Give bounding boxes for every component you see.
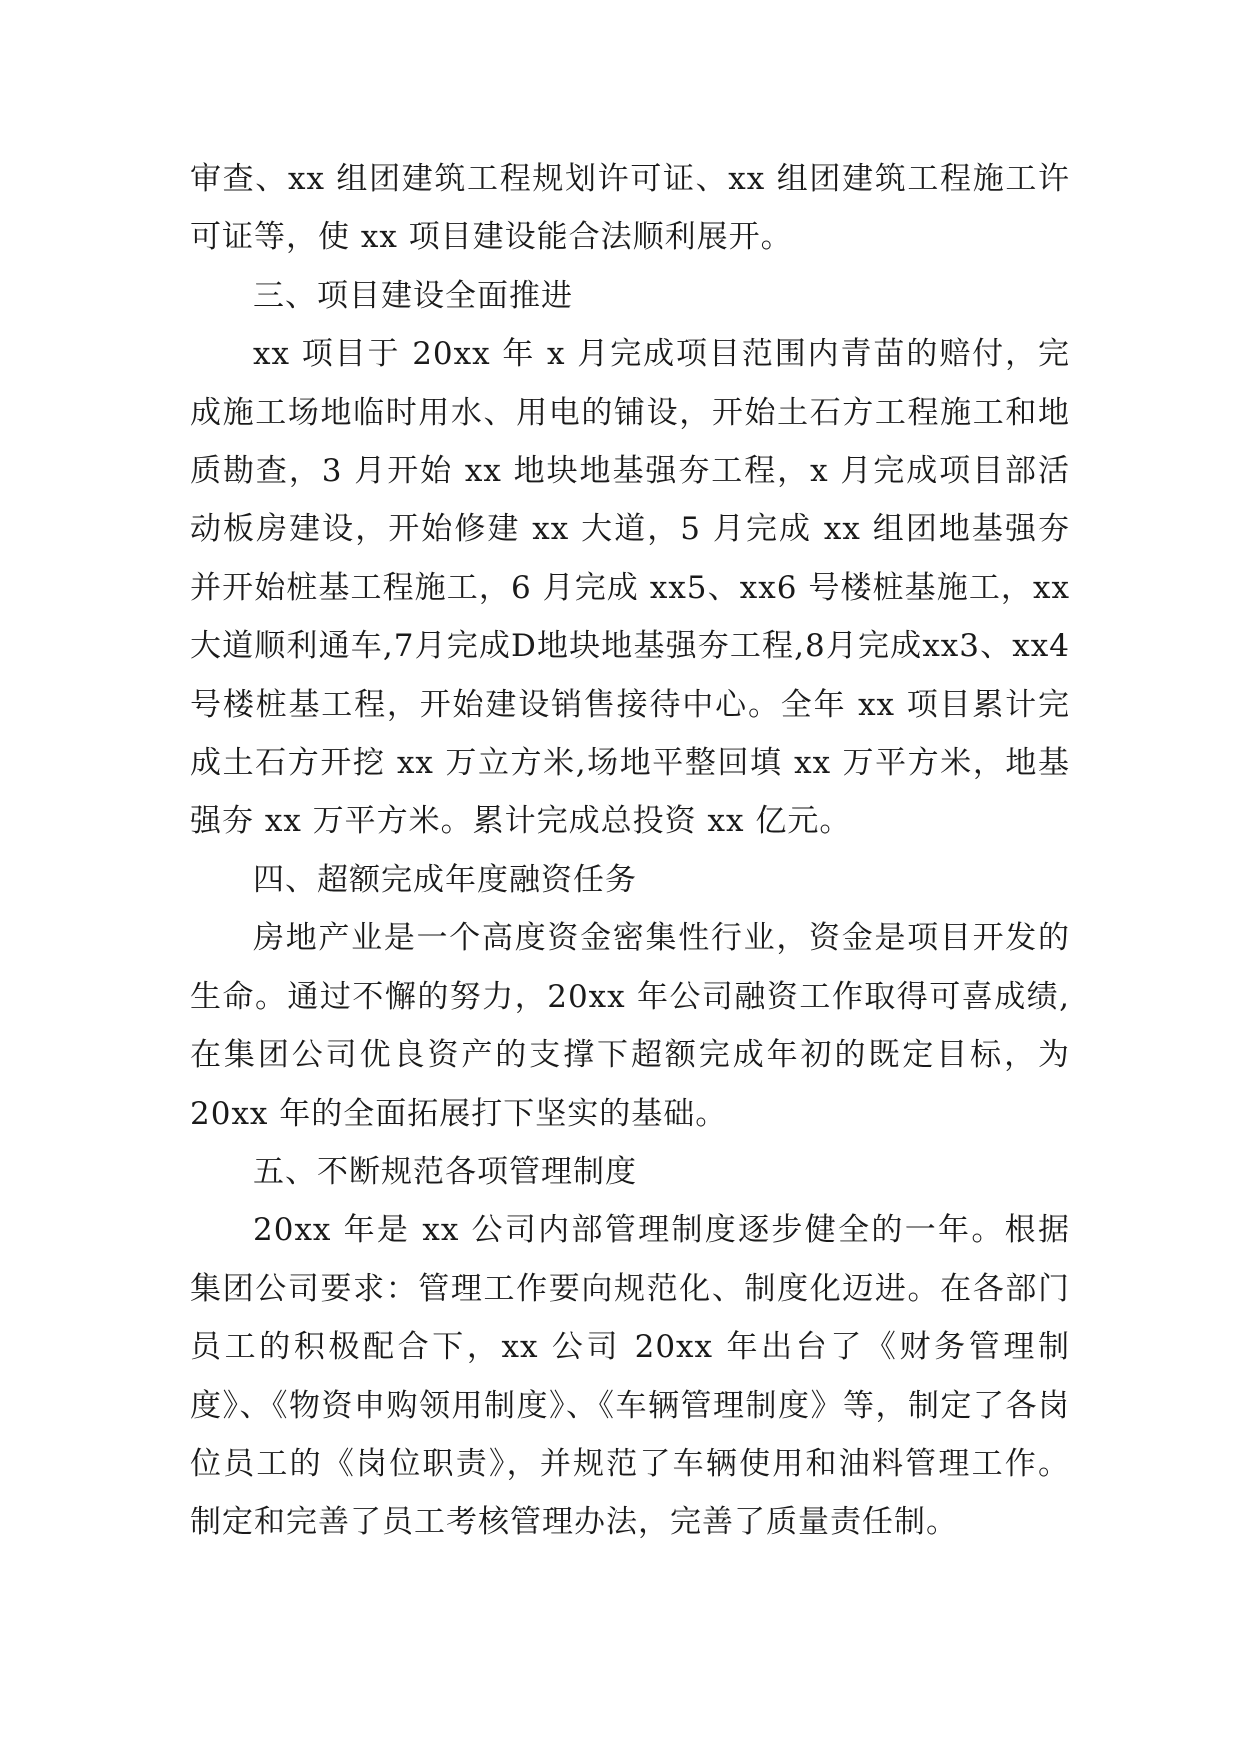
paragraph-approval-permits: 审查、xx 组团建筑工程规划许可证、xx 组团建筑工程施工许可证等，使 xx 项目建设能合法顺利展开。 bbox=[190, 161, 1070, 256]
paragraph-project-construction: xx 项目于 20xx 年 x 月完成项目范围内青苗的赔付，完成施工场地临时用水、用电的铺设，开始土石方工程施工和地质勘查，3 月开始 xx 地块地基强夯工程，x 月完成项目部活动板房建设，开始修建 xx 大道，5 月完成 xx 组团地基强夯并开始桩基工程施工，6 月完成 xx5、xx6 号楼桩基施工，xx大道顺利通车,7月完成D地块地基强夯工程,8月完成xx3、xx4 号楼桩基工程，开始建设销售接待中心。全年 xx 项目累计完成土石方开挖 xx 万立方米,场地平整回填 xx 万平方米，地基强夯 xx 万平方米。累计完成总投资 xx 亿元。 bbox=[190, 336, 1070, 840]
section-heading-project-construction: 三、项目建设全面推进 bbox=[253, 277, 573, 314]
paragraph-financing: 房地产业是一个高度资金密集性行业，资金是项目开发的生命。通过不懈的努力，20xx 年公司融资工作取得可喜成绩,在集团公司优良资产的支撑下超额完成年初的既定目标，为 20xx 年的全面拓展打下坚实的基础。 bbox=[190, 920, 1070, 1132]
document-body bbox=[190, 150, 1070, 1552]
section-heading-financing: 四、超额完成年度融资任务 bbox=[253, 861, 637, 898]
section-heading-management-systems: 五、不断规范各项管理制度 bbox=[253, 1153, 637, 1190]
paragraph-management-systems: 20xx 年是 xx 公司内部管理制度逐步健全的一年。根据集团公司要求：管理工作要向规范化、制度化迈进。在各部门员工的积极配合下，xx 公司 20xx 年出台了《财务管理制度》、《物资申购领用制度》、《车辆管理制度》等，制定了各岗位员工的《岗位职责》，并规范了车辆使用和油料管理工作。制定和完善了员工考核管理办法，完善了质量责任制。 bbox=[190, 1212, 1070, 1541]
